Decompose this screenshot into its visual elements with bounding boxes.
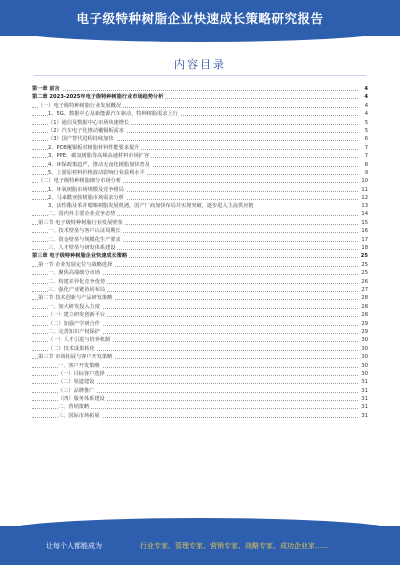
toc-entry[interactable] <box>32 252 368 260</box>
toc-entry-page: 15 <box>361 219 368 226</box>
toc-entry-page: 26 <box>361 278 368 285</box>
toc-entry-page: 31 <box>361 396 368 403</box>
toc-entry-page: 5 <box>364 119 368 126</box>
toc-entry[interactable] <box>32 186 368 194</box>
toc-entry-text: （二）技术成果转化 <box>48 345 95 352</box>
toc-entry[interactable] <box>32 169 368 177</box>
toc-entry-text: （一）建立研发创新平台 <box>48 312 106 319</box>
toc-entry[interactable] <box>32 236 368 244</box>
toc-entry[interactable] <box>32 194 368 202</box>
toc-entry-text: （一）人才引进与培养机制 <box>48 337 111 344</box>
toc-entry[interactable] <box>32 370 368 378</box>
toc-entry[interactable] <box>32 135 368 143</box>
footer-tags: 行业专家、管理专家、营销专家、战略专家、成功企业家…… <box>140 542 329 550</box>
toc-entry-page: 31 <box>361 412 368 419</box>
toc-entry-text: 3、PPE、碳氢树脂等高频高速材料市场扩容 <box>48 153 150 160</box>
toc-entry[interactable] <box>32 127 368 135</box>
toc-entry[interactable] <box>32 85 368 93</box>
toc-entry[interactable] <box>32 278 368 286</box>
toc-entry-text: （2）汽车电子化推动覆铜板需求 <box>48 127 124 134</box>
toc-entry[interactable] <box>32 387 368 395</box>
toc-entry-page: 5 <box>364 127 368 134</box>
toc-entry-text: （二）渠道建设 <box>58 379 95 386</box>
toc-entry[interactable] <box>32 294 368 302</box>
toc-entry-text: 二、构建差异化竞争优势 <box>48 278 106 285</box>
toc-entry[interactable] <box>32 102 368 110</box>
toc-entry-page: 27 <box>361 286 368 293</box>
report-title: 电子级特种树脂企业快速成长策略研究报告 <box>76 11 324 26</box>
toc-entry[interactable] <box>32 320 368 328</box>
toc-entry-page: 11 <box>361 186 368 193</box>
toc-entry-page: 29 <box>361 328 368 335</box>
toc-entry-text: 5、上游原材料价格波动影响行业盈利水平 <box>48 169 145 176</box>
footer-slogan: 让每个人都能成为 <box>46 542 102 550</box>
toc-entry-page: 25 <box>361 270 368 277</box>
toc-entry-page: 28 <box>361 303 368 310</box>
toc-entry[interactable] <box>32 110 368 118</box>
toc-entry[interactable] <box>32 311 368 319</box>
toc-entry-page: 4 <box>364 111 368 118</box>
toc-entry[interactable] <box>32 152 368 160</box>
toc-entry-page: 12 <box>361 195 368 202</box>
toc-entry-page: 30 <box>361 362 368 369</box>
toc-entry-text: 第一章 前言 <box>32 86 60 92</box>
toc-leader-dots <box>32 90 358 91</box>
toc-entry-text: 第三节 市场拓展与客户开发策略 <box>38 354 113 361</box>
table-of-contents <box>32 85 368 420</box>
toc-entry[interactable] <box>32 362 368 370</box>
toc-entry[interactable] <box>32 353 368 361</box>
toc-entry[interactable] <box>32 202 368 210</box>
toc-entry-text: （3）国产替代进程持续加快 <box>48 136 114 143</box>
toc-entry[interactable] <box>32 395 368 403</box>
toc-entry[interactable] <box>32 403 368 411</box>
toc-entry[interactable] <box>32 177 368 185</box>
toc-entry[interactable] <box>32 269 368 277</box>
toc-entry-page: 25 <box>360 253 368 260</box>
toc-entry-page: 10 <box>361 178 368 185</box>
toc-entry[interactable] <box>32 244 368 252</box>
toc-entry[interactable] <box>32 303 368 311</box>
toc-entry[interactable] <box>32 161 368 169</box>
toc-entry-text: 第三节 电子级特种树脂行业发展壁垒 <box>38 219 123 226</box>
toc-entry-text: 三、强化产业链协同布局 <box>48 286 106 293</box>
toc-entry-text: （1）通信及数据中心市场快速增长 <box>48 119 130 126</box>
toc-entry-text: 二、资金壁垒与规模化生产要求 <box>48 236 121 243</box>
toc-entry-text: 二、国内外主要企业竞争态势 <box>48 211 116 218</box>
toc-entry-text: （二）电子级特种树脂细分市场分析 <box>38 178 122 185</box>
toc-entry[interactable] <box>32 119 368 127</box>
toc-entry-text: 一、聚焦高端细分市场 <box>48 270 100 277</box>
toc-entry-page: 29 <box>361 320 368 327</box>
toc-entry[interactable] <box>32 210 368 218</box>
toc-entry[interactable] <box>32 378 368 386</box>
toc-entry-page: 7 <box>364 153 368 160</box>
toc-entry[interactable] <box>32 328 368 336</box>
toc-entry-text: （二）加强产学研合作 <box>48 320 100 327</box>
toc-entry[interactable] <box>32 261 368 269</box>
toc-entry-page: 30 <box>361 337 368 344</box>
toc-entry-text: 一、加大研发投入力度 <box>48 303 100 310</box>
toc-entry-page: 4 <box>364 86 368 92</box>
toc-entry-page: 9 <box>364 169 368 176</box>
toc-entry[interactable] <box>32 286 368 294</box>
toc-entry-page: 17 <box>361 236 368 243</box>
toc-entry-page: 18 <box>361 245 368 252</box>
toc-entry[interactable] <box>32 219 368 227</box>
toc-title: 内容目录 <box>174 58 226 71</box>
toc-entry-page: 28 <box>361 312 368 319</box>
toc-entry-page: 28 <box>361 295 368 302</box>
toc-entry-page: 7 <box>364 144 368 151</box>
toc-entry-text: 二、营销策略 <box>58 404 90 411</box>
toc-entry-page: 4 <box>364 94 368 101</box>
toc-entry-page: 31 <box>361 404 368 411</box>
toc-divider <box>34 75 366 76</box>
toc-entry-text: 1、环氧树脂市场规模及竞争格局 <box>48 186 124 193</box>
header-arc <box>0 28 400 42</box>
toc-entry-page: 31 <box>361 379 368 386</box>
toc-entry-text: 第二章 2023-2025年电子级特种树脂行业市场趋势分析 <box>32 94 164 101</box>
toc-entry-text: 一、技术壁垒与客户认证周期长 <box>48 228 121 235</box>
toc-entry-page: 6 <box>364 136 368 143</box>
toc-entry-text: （四）服务体系建设 <box>58 396 105 403</box>
toc-entry[interactable] <box>32 336 368 344</box>
toc-entry-text: 三、人才壁垒与研发体系建设 <box>48 245 116 252</box>
toc-entry-page: 8 <box>364 161 368 168</box>
toc-entry-page: 30 <box>361 345 368 352</box>
toc-entry-text: 第一节 企业发展定位与战略选择 <box>38 261 113 268</box>
toc-entry-text: （三）品牌推广 <box>58 387 95 394</box>
toc-entry[interactable] <box>32 345 368 353</box>
toc-entry-page: 30 <box>361 370 368 377</box>
toc-entry-text: 2、马来酰亚胺树脂市场需求分析 <box>48 195 124 202</box>
toc-entry[interactable] <box>32 412 368 420</box>
toc-entry-page: 4 <box>364 102 368 109</box>
toc-entry[interactable] <box>32 227 368 235</box>
toc-entry-text: 2、PCB覆铜板对树脂材料性能要求提升 <box>48 144 140 151</box>
toc-entry-text: 3、活性酯及苯并噁嗪树脂发展机遇，国产厂商加快布局并实现突破，逐步进入主流供应链 <box>48 203 254 210</box>
toc-entry[interactable] <box>32 93 368 101</box>
toc-entry-text: 1、5G、数据中心及新能源汽车驱动，特种树脂需求上行 <box>48 111 178 118</box>
toc-entry-page: 16 <box>361 228 368 235</box>
toc-entry-text: （一）目标客户选择 <box>58 370 105 377</box>
toc-entry-text: 二、完善知识产权保护 <box>48 328 100 335</box>
toc-entry[interactable] <box>32 144 368 152</box>
toc-entry-page: 30 <box>361 354 368 361</box>
toc-entry-text: 三、国际市场拓展 <box>58 412 100 419</box>
toc-entry-text: 一、客户开发策略 <box>58 362 100 369</box>
toc-entry-text: 第三章 电子级特种树脂企业快速成长策略 <box>32 253 128 260</box>
toc-entry-page: 13 <box>361 203 368 210</box>
toc-entry-text: （一）电子级特种树脂行业发展概况 <box>38 102 122 109</box>
toc-entry-page: 25 <box>361 261 368 268</box>
toc-entry-text: 4、环保政策趋严，推动无卤化树脂加快普及 <box>48 161 150 168</box>
toc-entry-text: 第二节 技术创新与产品研发策略 <box>38 295 113 302</box>
toc-entry-page: 14 <box>361 211 368 218</box>
toc-entry-page: 31 <box>361 387 368 394</box>
